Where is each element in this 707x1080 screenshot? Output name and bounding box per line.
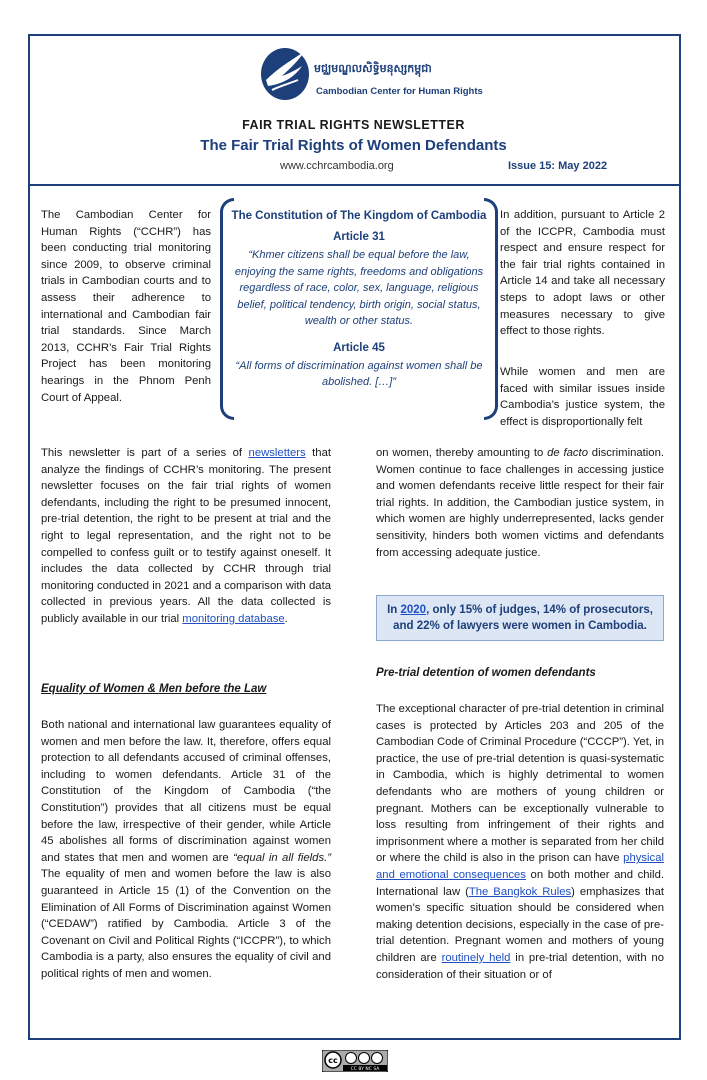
org-english-name: Cambodian Center for Human Rights (316, 86, 483, 97)
equality-heading: Equality of Women & Men before the Law (41, 683, 267, 695)
website-url[interactable]: www.cchrcambodia.org (280, 160, 394, 172)
physical-emotional-consequences-link[interactable]: physical and emotional consequences (376, 852, 664, 881)
equality-paragraph: Both national and international law guarantees equality of women and men before the law. It, therefore, offers equal protection to all defendants accused of criminal offenses, including to women defendants. Article 31 of the Constitution of the Kingdom of Cambodia (“the Constitution”) provides that all citizens must be equal before the law, irrespective of their gender, while Article 45 abolishes all forms of discrimination against women and states that men and women are “equal in all fields.” The equality of men and women before the law is also guaranteed in Article 15 (1) of the Convention on the Elimination of All Forms of Discrimination against Women (“CEDAW”) ratified by Cambodia. Article 3 of the Covenant on Civil and Political Rights (“ICCPR”), to which Cambodia is a party, also ensures the equality of civil and political rights of men and women. (41, 719, 331, 980)
intro-paragraph: The Cambodian Center for Human Rights (“CCHR”) has been conducting trial monitoring since 2009, to observe criminal trials in Cambodian courts and to assess their adherence to international and Cambodian fair trial standards. Since March 2013, CCHR’s Fair Trial Rights Project has been monitoring hearings in the Phnom Penh Court of Appeal. (41, 209, 211, 404)
creative-commons-license-icon[interactable] (322, 1050, 388, 1072)
stat-2020-link[interactable]: 2020 (400, 604, 427, 616)
constitution-quote-box (220, 198, 498, 420)
article-31-label: Article 31 (333, 231, 385, 243)
right-paragraph-1: In addition, pursuant to Article 2 of the ICCPR, Cambodia must respect and ensure respect for the fair trial rights contained in Article 14 and take all necessary steps to adopt laws or other measures necessary to give effect to those rights. (500, 209, 665, 338)
bangkok-rules-link[interactable]: The Bangkok Rules (468, 885, 572, 898)
newsletter-title: The Fair Trial Rights of Women Defendants (200, 137, 507, 154)
header-divider (28, 184, 681, 186)
issue-number: Issue 15: May 2022 (508, 160, 608, 172)
quote-box-title: The Constitution of The Kingdom of Cambodia (231, 210, 487, 222)
newsletter-label: FAIR TRIAL RIGHTS NEWSLETTER (242, 118, 465, 132)
cchr-logo-icon (258, 40, 312, 102)
discrimination-paragraph: on women, thereby amounting to de facto discrimination. Women continue to face challenges in accessing justice and women defendants receive little respect for their fair trial rights. In addition, the Cambodian justice system, in which women are highly underrepresented, lacks gender sensitivity, hinders both women victims and defendants from accessing adequate justice. (376, 447, 665, 559)
monitoring-database-link[interactable]: monitoring database (182, 612, 285, 625)
article-45-text: “All forms of discrimination against women shall be abolished. […]” (235, 359, 483, 388)
newsletters-link[interactable]: newsletters (248, 447, 306, 459)
org-khmer-name: មជ្ឈមណ្ឌលសិទ្ធិមនុស្សកម្ពុជា (314, 63, 432, 75)
newsletter-series-paragraph: This newsletter is part of a series of newsletters that analyze the findings of CCHR’s monitoring. The present newsletter focuses on the fair trial rights of women defendants, including the right to be presumed innocent, pre-trial detention, the right to be present at trial and the right to legal representation, and the right not to be compelled to confess guilt or to testify against oneself. It includes the data collected by CCHR through trial monitoring conducted in 2021 and a comparison with data collected in previous years. All the data collected is publicly available in our trial monitoring database. (41, 447, 331, 625)
statistics-callout: In 2020, only 15% of judges, 14% of prosecutors, and 22% of lawyers were women in Cambodia. (376, 595, 664, 641)
article-45-label: Article 45 (333, 341, 385, 354)
svg-text:cc: cc (328, 1056, 338, 1065)
cc-badge-text: CC BY NC SA (350, 1067, 380, 1072)
article-31-text: “Khmer citizens shall be equal before the law, enjoying the same rights, freedoms and obligations regardless of race, color, sex, language, religious belief, political tendency, birth origin, social status, wealth or other status. (234, 249, 484, 327)
pretrial-paragraph: The exceptional character of pre-trial detention in criminal cases is protected by Articles 203 and 205 of the Cambodian Code of Criminal Procedure (“CCCP”). Yet, in practice, the use of pre-trial detention is quasi-systematic in Cambodia, which is highly detrimental to women defendants who are mothers of young children or pregnant. Mothers can be exceptionally vulnerable to loss resulting from infringement of their rights and imprisonment where a mother is separated from her child or where the child is also in the prison can have physical and emotional consequences on both mother and child. International law (The Bangkok Rules) emphasizes that women’s specific situation should be considered when making detention decisions, especially in the case of pre-trial detention. Pregnant women and mothers of young children are routinely held in pre-trial detention, with no consideration of their situation or of (376, 703, 665, 981)
pretrial-heading: Pre-trial detention of women defendants (376, 667, 596, 679)
routinely-held-link[interactable]: routinely held (441, 951, 511, 964)
right-paragraph-2-top: While women and men are faced with similar issues inside Cambodia’s justice system, the effect is disproportionally felt (500, 366, 665, 428)
